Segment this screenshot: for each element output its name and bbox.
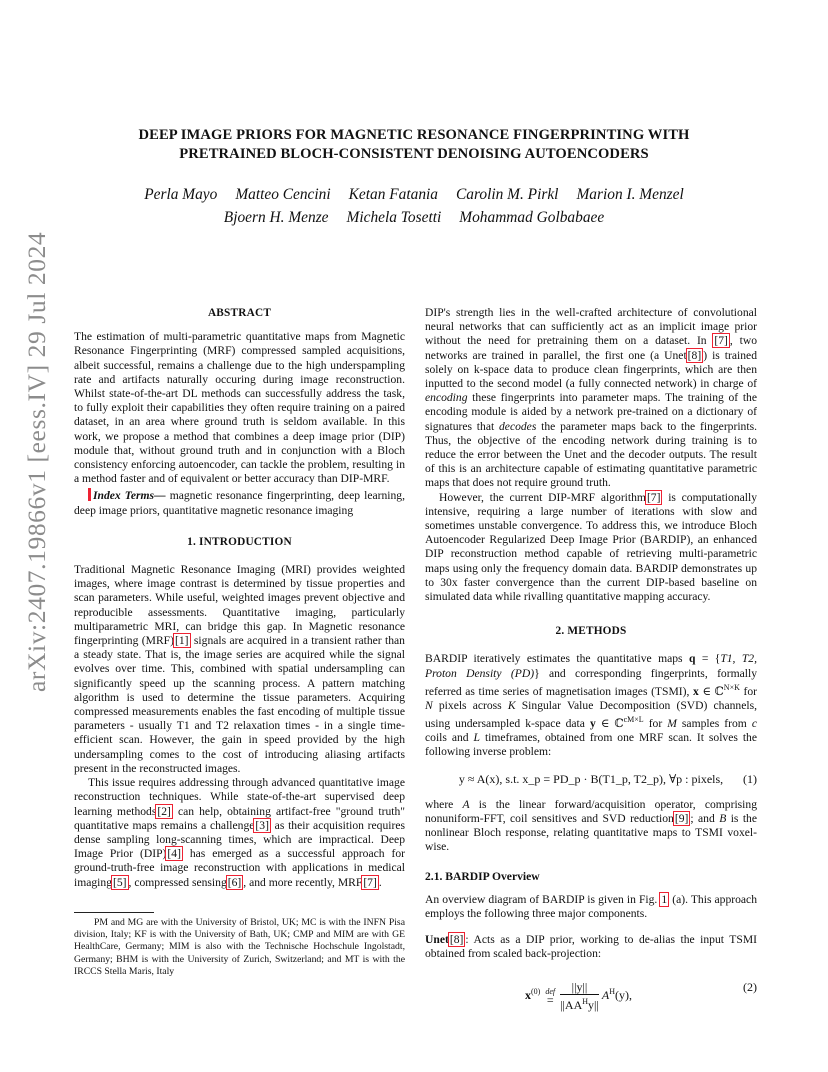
index-terms-text: magnetic resonance fingerprinting, deep learning, deep image priors, quantitative magnetic resonance imaging xyxy=(74,489,406,517)
overview-paragraph: An overview diagram of BARDIP is given in Fig. 1 (a). This approach employs the following three major components. xyxy=(425,892,757,921)
footnote-rule xyxy=(74,912,154,913)
subsection-heading: 2.1. BARDIP Overview xyxy=(425,869,540,883)
equation-2-number: (2) xyxy=(743,979,757,994)
equation-1 xyxy=(425,772,757,786)
title-line-1: DEEP IMAGE PRIORS FOR MAGNETIC RESONANCE FINGERPRINTING WITH xyxy=(138,127,690,143)
intro-paragraph-2: This issue requires addressing through advanced quantitative image reconstruction techniques. While state-of-the-art supervised deep learning methods[2] can help, obtaining artifact-free "ground truth" quantitative maps remains a challenge[3] as their acquisition requires dense sampling long-scanning times, which are impractical. Deep Image Prior (DIP)[4] has emerged as a successful approach for ground-truth-free image reconstruction with applications in medical imaging[5] , compressed sensing[6] , and more recently, MRF[7] . xyxy=(74,776,405,889)
equation-1-body: y ≈ A(x), s.t. x_p = PD_p · B(T1_p, T2_p), ∀p : pixels, xyxy=(458,771,724,786)
authors-row-2 xyxy=(60,207,768,229)
citation-link[interactable]: [8] xyxy=(687,348,702,362)
index-terms xyxy=(74,488,405,517)
citation-link[interactable]: [7] xyxy=(714,334,728,348)
citation-link[interactable]: [9] xyxy=(674,812,689,826)
citation-link[interactable]: [3] xyxy=(255,818,269,832)
citation-link[interactable]: [7] xyxy=(646,490,661,504)
author: Perla Mayo xyxy=(144,186,218,203)
index-terms-label: Index Terms— xyxy=(93,489,166,503)
author: Michela Tosetti xyxy=(346,209,442,226)
author: Carolin M. Pirkl xyxy=(456,186,559,203)
authors-row-1 xyxy=(60,184,768,206)
author: Marion I. Menzel xyxy=(576,186,684,203)
left-column xyxy=(74,306,405,890)
annotation-marker xyxy=(88,488,91,501)
author: Mohammad Golbabaee xyxy=(459,209,605,226)
methods-heading: 2. METHODS xyxy=(555,625,627,638)
right-paragraph-2: However, the current DIP-MRF algorithm[7] is computationally intensive, requiring a large number of iterations with slow and sometimes unstable convergence. To address this, we introduce Bloch Autoencoder Regularized Deep Image Prior (BARDIP), an enhanced DIP reconstruction method capable of retrieving multi-parametric maps using only the frequency domain data. BARDIP demonstrates up to 30x faster convergence than the current DIP-based baseline on simulated data while rivalling quantitative mapping accuracy. xyxy=(425,490,757,604)
unet-label: Unet xyxy=(425,933,449,947)
citation-link[interactable]: [6] xyxy=(227,875,242,889)
arxiv-stamp: arXiv:2407.19866v1 [eess.IV] 29 Jul 2024 xyxy=(22,231,51,692)
citation-link[interactable]: [1] xyxy=(175,634,189,648)
intro-paragraph-1: Traditional Magnetic Resonance Imaging (MRI) provides weighted images, where image contrast is determined by tissue properties and scan parameters. While useful, weighted images prevent objective and reproducible assessments. Quantitative imaging, particularly multiparametric MRI, can bridge this gap. In Magnetic resonance fingerprinting (MRF)[1] signals are acquired in a transient rather than a steady state. That is, the image series are acquired while the signal evolves over time. This, combined with spatial undersampling can significantly speed up the scanning process. A pattern matching algorithm is used to determine the tissue parameters. Acquiring compressed measurements enables the fast encoding of multiple tissue parameters - usually T1 and T2 relaxation times - in a single time-efficient scan. However, the gain in speed provided by the high undersampling comes to the cost of introducing aliasing artifacts present in the reconstructed images. xyxy=(74,563,405,775)
equation-2 xyxy=(425,972,757,1012)
author: Matteo Cencini xyxy=(235,186,331,203)
equation-1-number: (1) xyxy=(743,771,757,786)
paper-title xyxy=(60,126,768,164)
citation-link[interactable]: [8] xyxy=(449,933,464,947)
intro-heading: 1. INTRODUCTION xyxy=(187,535,292,548)
author: Ketan Fatania xyxy=(348,186,438,203)
right-column xyxy=(425,306,758,1012)
right-paragraph-1: DIP's strength lies in the well-crafted architecture of convolutional neural networks that can sufficiently act as an implicit image prior without the need for pretraining them on a dataset. In [7] , two networks are trained in parallel, the first one (a Unet[8] ) is trained solely on k-space data to produce clean fingerprints, which are then inputted to the second model (a fully connected network) in charge of encoding these fingerprints into parameter maps. The training of the encoding module is aided by a network pre-trained on a dictionary of signatures that decodes the parameter maps back to the fingerprints. Thus, the objective of the encoding network during training is to reduce the error between the Unet and the decoder outputs. The result of this is an architecture capable of estimating quantitative parametric maps that does not require ground truth. xyxy=(425,306,757,490)
unet-paragraph: Unet[8] : Acts as a DIP prior, working to de-alias the input TSMI obtained from scaled back-projection: xyxy=(425,933,757,961)
citation-link[interactable]: [2] xyxy=(157,804,171,818)
citation-link[interactable]: [7] xyxy=(363,875,377,889)
figure-link[interactable]: 1 xyxy=(661,892,668,906)
abstract-heading: ABSTRACT xyxy=(207,307,272,319)
equation-2-body: $x^{(0)}$ def = ||y|| $||AA^Hy||$ $A^H(y)$, xyxy=(525,979,632,1012)
author: Bjoern H. Menze xyxy=(223,209,329,226)
title-line-2: PRETRAINED BLOCH-CONSISTENT DENOISING AUTOENCODERS xyxy=(179,146,649,162)
abstract-text: The estimation of multi-parametric quantitative maps from Magnetic Resonance Fingerprinting (MRF) compressed sampled acquisitions, albeit successful, remains a challenge due to the high underspampling rate and artifacts naturally occuring during image reconstruction. Whilst state-of-the-art DL methods can successfully address the task, to fully exploit their capabilities they often require training on a paired dataset, in an area where ground truth is seldom available. In this work, we propose a method that combines a deep image prior (DIP) module that, without ground truth and in conjunction with a Bloch consistency enforcing autoencoder, can tackle the problem, resulting in a method faster and of equivalent or better accuracy than DIP-MRF. xyxy=(74,330,405,486)
citation-link[interactable]: [4] xyxy=(167,847,181,861)
footnote xyxy=(74,917,405,978)
citation-link[interactable]: [5] xyxy=(113,875,127,889)
methods-paragraph-1: BARDIP iteratively estimates the quantitative maps q = {T1, T2, Proton Density (PD)} and corresponding fingerprints, formally referred as time series of magnetisation images (TSMI), x ∈ ℂ$^{N\times K}$ for N pixels across K Singular Value Decomposition (SVD) channels, using undersampled k-space data y ∈ ℂ$^{cM\times L}$ for M samples from c coils and L timeframes, obtained from one MRF scan. It solves the following inverse problem: xyxy=(425,652,758,759)
footnote-text: PM and MG are with the University of Bristol, UK; MC is with the INFN Pisa division, Italy; KF is with the University of Bath, UK; CMP and MIM are with GE HealthCare, Germany; MIM is also with the Technische Hochschule Ingolstadt, Germany; BHM is with the University of Zurich, Switzerland; and MT is with the IRCCS Stella Maris, Italy xyxy=(74,917,405,977)
methods-paragraph-2: where A is the linear forward/acquisition operator, comprising nonuniform-FFT, coil sensitives and SVD reduction[9] ; and B is the nonlinear Bloch response, relating quantitative maps to TSMI voxel-wise. xyxy=(425,797,757,854)
